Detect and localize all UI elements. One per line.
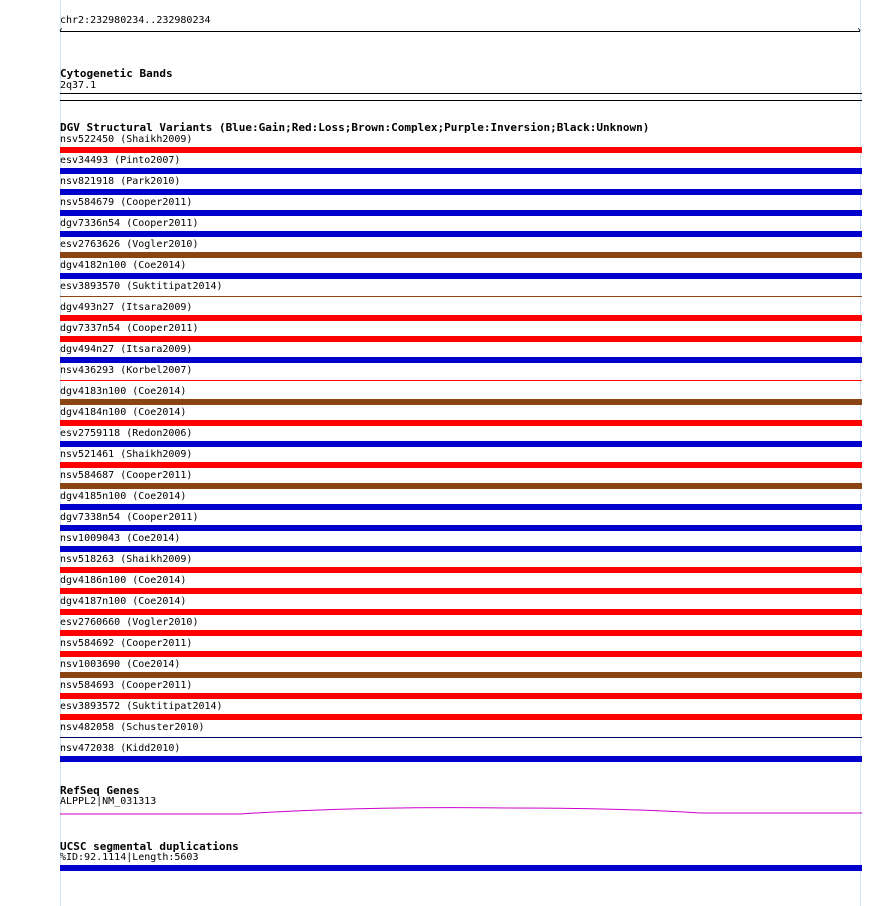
dgv-variant-bar[interactable]: [60, 588, 862, 594]
dgv-variant-bar[interactable]: [60, 737, 862, 738]
dgv-variant-bar[interactable]: [60, 380, 862, 381]
dgv-variant-label: dgv7336n54 (Cooper2011): [60, 218, 199, 229]
segdup-feature[interactable]: [60, 865, 862, 871]
dgv-variant-bar[interactable]: [60, 231, 862, 237]
dgv-variant-label: nsv1009043 (Coe2014): [60, 533, 181, 544]
dgv-variant-label: dgv4182n100 (Coe2014): [60, 260, 187, 271]
dgv-variant-bar[interactable]: [60, 336, 862, 342]
dgv-variant-bar[interactable]: [60, 504, 862, 510]
dgv-variant-bar[interactable]: [60, 315, 862, 321]
dgv-variant-label: esv2760660 (Vogler2010): [60, 617, 199, 628]
ruler-line: [60, 31, 860, 32]
dgv-variant-label: nsv584693 (Cooper2011): [60, 680, 193, 691]
dgv-variant-label: dgv4187n100 (Coe2014): [60, 596, 187, 607]
ruler-right-arrow-icon: ›: [856, 25, 863, 36]
dgv-variant-bar[interactable]: [60, 147, 862, 153]
refseq-gene-curve: [60, 808, 862, 814]
dgv-variant-label: esv2763626 (Vogler2010): [60, 239, 199, 250]
dgv-variant-bar[interactable]: [60, 462, 862, 468]
dgv-variant-bar[interactable]: [60, 567, 862, 573]
dgv-variant-label: nsv821918 (Park2010): [60, 176, 181, 187]
dgv-variant-bar[interactable]: [60, 357, 862, 363]
ruler-coordinates: chr2:232980234..232980234: [60, 15, 211, 26]
dgv-variant-bar[interactable]: [60, 672, 862, 678]
dgv-variant-bar[interactable]: [60, 483, 862, 489]
dgv-variant-label: nsv522450 (Shaikh2009): [60, 134, 193, 145]
dgv-variant-label: nsv482058 (Schuster2010): [60, 722, 205, 733]
ruler-left-arrow-icon: ‹: [58, 25, 65, 36]
dgv-variant-bar[interactable]: [60, 693, 862, 699]
dgv-variant-label: dgv4185n100 (Coe2014): [60, 491, 187, 502]
dgv-variant-bar[interactable]: [60, 651, 862, 657]
refseq-gene-feature[interactable]: [60, 805, 862, 817]
dgv-variant-bar[interactable]: [60, 296, 862, 297]
cytoband-label: 2q37.1: [60, 80, 97, 91]
dgv-variant-bar[interactable]: [60, 756, 862, 762]
refseq-track-title[interactable]: RefSeq Genes: [60, 784, 140, 797]
dgv-variant-bar[interactable]: [60, 630, 862, 636]
dgv-variant-bar[interactable]: [60, 546, 862, 552]
dgv-variant-bar[interactable]: [60, 168, 862, 174]
dgv-variant-label: dgv7337n54 (Cooper2011): [60, 323, 199, 334]
dgv-variant-label: nsv584679 (Cooper2011): [60, 197, 193, 208]
dgv-variant-label: nsv521461 (Shaikh2009): [60, 449, 193, 460]
dgv-variant-bar[interactable]: [60, 273, 862, 279]
dgv-variant-label: dgv4183n100 (Coe2014): [60, 386, 187, 397]
dgv-variant-label: esv3893572 (Suktitipat2014): [60, 701, 223, 712]
dgv-variant-label: nsv1003690 (Coe2014): [60, 659, 181, 670]
dgv-track-title[interactable]: DGV Structural Variants (Blue:Gain;Red:Loss;Brown:Complex;Purple:Inversion;Black:Unknown): [60, 121, 650, 134]
dgv-variant-label: nsv518263 (Shaikh2009): [60, 554, 193, 565]
dgv-variant-label: nsv436293 (Korbel2007): [60, 365, 193, 376]
dgv-variant-label: dgv4184n100 (Coe2014): [60, 407, 187, 418]
dgv-variant-bar[interactable]: [60, 210, 862, 216]
segdup-track-title[interactable]: UCSC segmental duplications: [60, 840, 239, 853]
dgv-variant-label: esv3893570 (Suktitipat2014): [60, 281, 223, 292]
dgv-variant-bar[interactable]: [60, 252, 862, 258]
dgv-variant-label: dgv4186n100 (Coe2014): [60, 575, 187, 586]
dgv-variant-bar[interactable]: [60, 399, 862, 405]
dgv-variant-label: dgv493n27 (Itsara2009): [60, 302, 193, 313]
dgv-variant-bar[interactable]: [60, 420, 862, 426]
dgv-variant-bar[interactable]: [60, 609, 862, 615]
segdup-label: %ID:92.1114|Length:5603: [60, 852, 199, 863]
dgv-variant-bar[interactable]: [60, 189, 862, 195]
dgv-variant-label: nsv584687 (Cooper2011): [60, 470, 193, 481]
dgv-variant-label: dgv7338n54 (Cooper2011): [60, 512, 199, 523]
dgv-variant-label: nsv584692 (Cooper2011): [60, 638, 193, 649]
dgv-variant-label: esv2759118 (Redon2006): [60, 428, 193, 439]
dgv-variant-label: esv34493 (Pinto2007): [60, 155, 181, 166]
track-separator: [60, 100, 862, 101]
dgv-variant-bar[interactable]: [60, 714, 862, 720]
dgv-variant-label: dgv494n27 (Itsara2009): [60, 344, 193, 355]
refseq-gene-label: ALPPL2|NM_031313: [60, 796, 157, 807]
cytoband-track-title[interactable]: Cytogenetic Bands: [60, 67, 173, 80]
dgv-variant-bar[interactable]: [60, 525, 862, 531]
dgv-variant-label: nsv472038 (Kidd2010): [60, 743, 181, 754]
dgv-variant-bar[interactable]: [60, 441, 862, 447]
cytoband-line[interactable]: [60, 93, 862, 94]
track-right-boundary: [860, 0, 861, 906]
